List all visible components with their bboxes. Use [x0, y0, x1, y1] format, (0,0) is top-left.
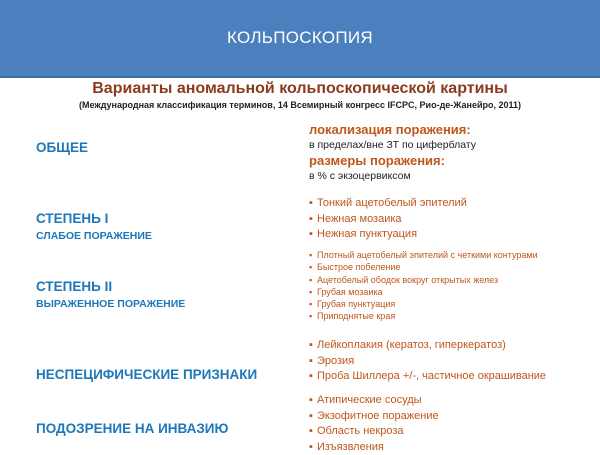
- list-item: ▪ Проба Шиллера +/-, частичное окрашивание: [309, 369, 546, 385]
- slide-title: Варианты аномальной кольпоскопической картины: [0, 80, 600, 98]
- list-item: ▪ Грубая мозаика: [309, 286, 538, 298]
- bullet-icon: ▪: [309, 354, 313, 370]
- list-item: ▪ Экзофитное поражение: [309, 409, 439, 425]
- category-invasion-label: ПОДОЗРЕНИЕ НА ИНВАЗИЮ: [36, 421, 228, 436]
- bullet-icon: ▪: [309, 409, 313, 425]
- list-item: ▪ Область некроза: [309, 424, 439, 440]
- lesion-size-text: в % с экзоцервиксом: [309, 170, 476, 182]
- header-bar: [0, 0, 600, 78]
- invasion-list: [309, 393, 439, 455]
- category-grade-2-sublabel: ВЫРАЖЕННОЕ ПОРАЖЕНИЕ: [36, 298, 185, 310]
- bullet-icon: ▪: [309, 196, 313, 212]
- header-title: КОЛЬПОСКОПИЯ: [0, 28, 600, 48]
- bullet-icon: ▪: [309, 261, 312, 273]
- category-general-label: ОБЩЕЕ: [36, 140, 88, 155]
- nonspecific-list: [309, 338, 546, 385]
- list-item: ▪ Нежная пунктуация: [309, 227, 467, 243]
- category-nonspecific-label: НЕСПЕЦИФИЧЕСКИЕ ПРИЗНАКИ: [36, 367, 257, 382]
- lesion-size-heading: размеры поражения:: [309, 153, 476, 168]
- bullet-icon: ▪: [309, 424, 313, 440]
- list-item: ▪ Приподнятые края: [309, 310, 538, 322]
- list-item: ▪ Изъязвления: [309, 440, 439, 455]
- list-item: ▪ Атипические сосуды: [309, 393, 439, 409]
- list-item: ▪ Эрозия: [309, 354, 546, 370]
- lesion-location-heading: локализация поражения:: [309, 122, 476, 137]
- slide-subtitle: (Международная классификация терминов, 14 Всемирный конгресс IFCPC, Рио-де-Жанейро, 2011): [0, 100, 600, 110]
- bullet-icon: ▪: [309, 338, 313, 354]
- category-grade-1-sublabel: СЛАБОЕ ПОРАЖЕНИЕ: [36, 230, 152, 242]
- category-grade-1-label: СТЕПЕНЬ I: [36, 211, 152, 226]
- bullet-icon: ▪: [309, 310, 312, 322]
- category-nonspecific: [36, 367, 257, 382]
- list-item: ▪ Лейкоплакия (кератоз, гиперкератоз): [309, 338, 546, 354]
- bullet-icon: ▪: [309, 227, 313, 243]
- bullet-icon: ▪: [309, 393, 313, 409]
- list-item: ▪ Плотный ацетобелый эпителий с четкими контурами: [309, 249, 538, 261]
- general-details: [309, 122, 476, 182]
- list-item: ▪ Ацетобелый ободок вокруг открытых желез: [309, 274, 538, 286]
- bullet-icon: ▪: [309, 369, 313, 385]
- category-grade-1: [36, 211, 152, 242]
- list-item: ▪ Быстрое побеление: [309, 261, 538, 273]
- category-grade-2-label: СТЕПЕНЬ II: [36, 279, 185, 294]
- bullet-icon: ▪: [309, 212, 313, 228]
- category-invasion: [36, 421, 228, 436]
- grade-2-list: [309, 249, 538, 323]
- grade-1-list: [309, 196, 467, 243]
- list-item: ▪ Грубая пунктуация: [309, 298, 538, 310]
- bullet-icon: ▪: [309, 249, 312, 261]
- category-general: [36, 140, 88, 155]
- bullet-icon: ▪: [309, 274, 312, 286]
- bullet-icon: ▪: [309, 440, 313, 455]
- bullet-icon: ▪: [309, 286, 312, 298]
- list-item: ▪ Тонкий ацетобелый эпителий: [309, 196, 467, 212]
- list-item: ▪ Нежная мозаика: [309, 212, 467, 228]
- bullet-icon: ▪: [309, 298, 312, 310]
- lesion-location-text: в пределах/вне ЗТ по циферблату: [309, 139, 476, 151]
- category-grade-2: [36, 279, 185, 310]
